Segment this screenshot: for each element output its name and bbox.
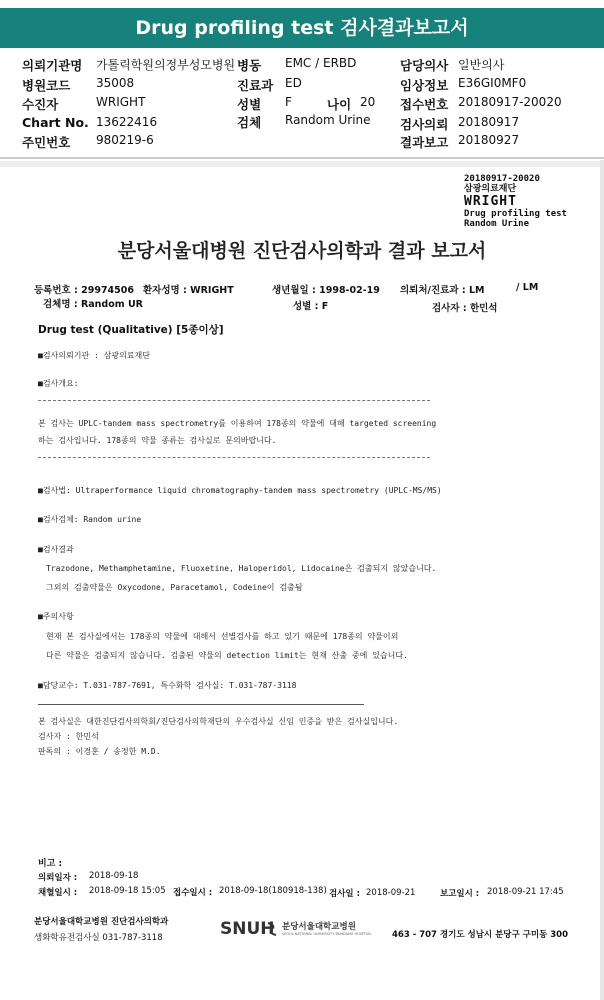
request-date-label: 의뢰일자 : (38, 873, 78, 883)
remark-label: 비고 : (38, 859, 63, 869)
report-title: 분당서울대병원 진단검사의학과 결과 보고서 (117, 240, 487, 262)
caution-heading: ■주의사항 (38, 612, 74, 621)
hospital-code-label: 병원코드 (22, 78, 71, 93)
overview-line-2: 하는 검사입니다. 178종의 약물 종류는 검사실로 문의바랍니다. (38, 436, 277, 445)
specimen-name: 검체명 : Random UR (43, 299, 143, 310)
report-time-value: 2018-09-21 17:45 (487, 887, 564, 897)
test-name: Drug test (Qualitative) [5종이상] (38, 324, 224, 336)
ward-label: 병동 (237, 58, 262, 73)
hospital-code-value: 35008 (96, 76, 135, 90)
chart-no-value: 13622416 (96, 115, 158, 129)
hospital-logo-name: 분당서울대학교병원 (282, 922, 356, 932)
professor-contact: ■담당교수: T.031-787-7691, 특수화학 검사실: T.031-787-3118 (38, 681, 297, 690)
examiner-line: 검사자 : 한민석 (38, 732, 99, 741)
resident-no-value: 980219-6 (96, 133, 154, 147)
stamp-receipt-no: 20180917-20020 (464, 174, 540, 184)
birth-date: 생년월일 : 1998-02-19 (272, 285, 380, 296)
dashed-rule (38, 457, 430, 458)
caution-line-1: 현재 본 검사실에서는 178종의 약물에 대해서 선별검사를 하고 있기 때문에 178종의 약물이외 (46, 632, 399, 641)
lab-org: 분당서울대학교병원 진단검사의학과 (34, 917, 169, 927)
request-date-value: 20180917 (458, 115, 520, 129)
specimen-line: ■검사검체: Random urine (38, 515, 142, 524)
resident-no-label: 주민번호 (22, 135, 71, 150)
page-edge (600, 160, 604, 1000)
solid-rule (38, 704, 364, 705)
certification-line: 본 검사실은 대한진단검사의학회/진단검사의학재단의 우수검사실 신임 인증을 받은 검사실입니다. (38, 717, 399, 726)
result-heading: ■검사결과 (38, 545, 74, 554)
lab-phone: 생화학유전검사실 031-787-3118 (34, 933, 163, 943)
test-date-value: 2018-09-21 (366, 888, 416, 898)
receipt-no-label: 접수번호 (400, 97, 449, 112)
sex-value: F (285, 95, 292, 109)
reg-no: 등록번호 : 29974506 (34, 285, 135, 296)
dept-label: 진료과 (237, 78, 274, 93)
report-time-label: 보고일시 : (440, 889, 480, 899)
overview-line-1: 본 검사는 UPLC-tandem mass spectrometry를 이용하여 178종의 약물에 대해 targeted screening (38, 419, 437, 428)
recipient-value: WRIGHT (96, 95, 146, 109)
reviewer-line: 판독의 : 이경훈 / 송정한 M.D. (38, 747, 161, 756)
report-date-label: 결과보고 (400, 135, 449, 150)
agency-line: ■검사의뢰기관 : 삼광의료재단 (38, 351, 151, 360)
clinical-info-label: 임상정보 (400, 78, 449, 93)
report-banner-title: Drug profiling test 검사결과보고서 (0, 8, 604, 48)
specimen-label: 검체 (237, 115, 262, 130)
ward-value: EMC / ERBD (285, 56, 357, 70)
header-divider (0, 157, 604, 159)
stamp-specimen: Random Urine (464, 219, 530, 229)
dept-value: ED (285, 76, 302, 90)
age-value: 20 (360, 95, 376, 109)
referral-dept: / LM (516, 282, 539, 293)
age-label: 나이 (327, 97, 352, 112)
dashed-rule (38, 400, 430, 401)
recipient-label: 수진자 (22, 97, 59, 112)
receipt-label: 접수일시 : (173, 888, 213, 898)
specimen-label-stamp (464, 174, 567, 229)
stamp-test: Drug profiling test (464, 209, 567, 219)
patient-info-header (0, 52, 604, 154)
test-date-label: 검사일 : (329, 889, 360, 899)
receipt-no-value: 20180917-20020 (458, 95, 562, 109)
result-line-1: Trazodone, Methamphetamine, Fluoxetine, Haloperidol, Lidocaine은 검출되지 않았습니다. (46, 564, 437, 573)
doctor-label: 담당의사 (400, 58, 449, 73)
sex-label: 성별 (237, 97, 262, 112)
caution-line-2: 다른 약물은 검출되지 않습니다. 검출된 약물의 detection limit는 현재 산출 중에 있습니다. (46, 651, 408, 660)
referral: 의뢰처/진료과 : LM (400, 285, 485, 296)
doctor-value: 일반의사 (458, 58, 505, 72)
institution-label: 의뢰기관명 (22, 58, 83, 73)
institution-value: 가톨릭학원의정부성모병원 (96, 58, 236, 72)
result-line-2: 그외의 검출약물은 Oxycodone, Paracetamol, Codeine이 검출됨 (46, 583, 303, 592)
collect-value: 2018-09-18 15:05 (89, 886, 166, 896)
patient-name: 환자성명 : WRIGHT (143, 285, 234, 296)
snuh-logo-text: SNUH (220, 919, 275, 939)
clinical-info-value: E36GI0MF0 (458, 76, 527, 90)
receipt-value: 2018-09-18(180918-138) (219, 886, 327, 896)
report-examiner: 검사자 : 한민석 (432, 303, 498, 314)
report-date-value: 20180927 (458, 133, 520, 147)
chart-no-label: Chart No. (22, 115, 89, 130)
hospital-logo-subtitle: SEOUL NATIONAL UNIVERSITY BUNDANG HOSPITAL (282, 932, 372, 936)
method-line: ■검사법: Ultraperformance liquid chromatography-tandem mass spectrometry (UPLC-MS/MS) (38, 486, 442, 495)
overview-heading: ■검사개요: (38, 379, 79, 388)
request-date-value: 2018-09-18 (89, 871, 139, 881)
hospital-address: 463 - 707 경기도 성남시 분당구 구미동 300 (392, 930, 569, 940)
collect-label: 채혈일시 : (38, 888, 78, 898)
snuh-emblem-icon (266, 921, 278, 937)
header-divider-shadow (0, 161, 604, 167)
report-sex: 성별 : F (293, 301, 329, 312)
request-date-label: 검사의뢰 (400, 117, 449, 132)
stamp-patient: WRIGHT (464, 194, 517, 209)
specimen-value: Random Urine (285, 113, 371, 127)
stamp-agency: 삼광의료재단 (464, 184, 517, 194)
